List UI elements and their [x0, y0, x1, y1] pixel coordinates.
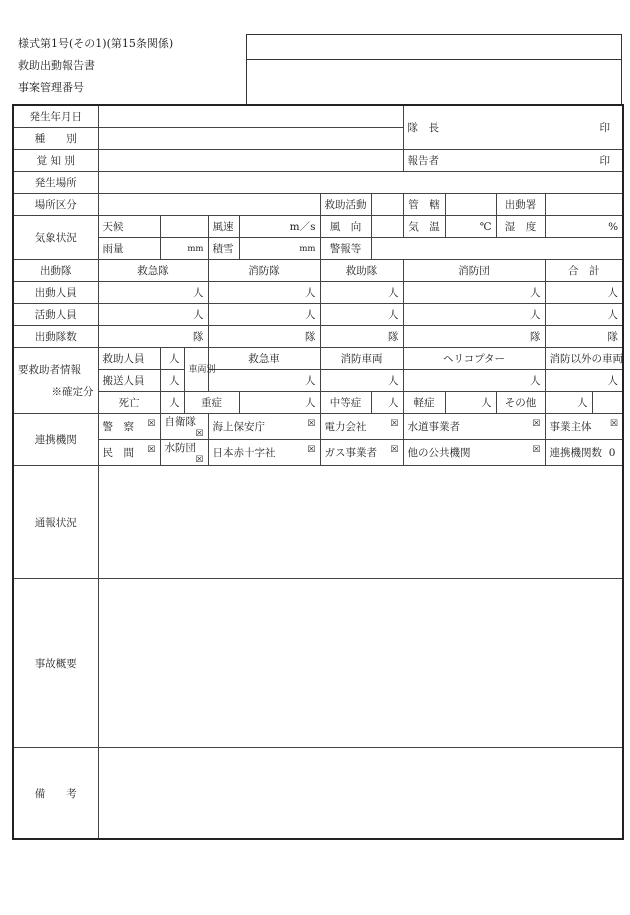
rescue-activity-field[interactable] — [371, 194, 403, 216]
agency-private[interactable] — [98, 440, 160, 466]
agency-label: 自衛隊 — [164, 416, 196, 428]
accident-summary-label: 事故概要 — [13, 579, 98, 748]
checkbox-icon[interactable]: ☒ — [195, 455, 204, 465]
agency-label: 他の公共機関 — [407, 447, 471, 459]
rain-field[interactable]: mm — [160, 238, 208, 260]
checkbox-icon[interactable]: ☒ — [147, 419, 156, 429]
units-row — [13, 282, 623, 304]
agency-operator[interactable] — [545, 414, 623, 440]
agency-public[interactable] — [403, 440, 545, 466]
units-cell[interactable]: 人 — [403, 282, 545, 304]
temperature-label: 気 温 — [403, 216, 445, 238]
other-label: その他 — [496, 392, 545, 414]
agency-label: 警 察 — [102, 421, 134, 433]
agency-label: 海上保安庁 — [212, 421, 265, 433]
awareness-field[interactable] — [98, 150, 403, 172]
units-cell[interactable]: 人 — [208, 282, 320, 304]
checkbox-icon[interactable]: ☒ — [532, 419, 541, 429]
agency-count-label: 連携機関数 — [549, 447, 602, 459]
mild-field[interactable]: 人 — [445, 392, 496, 414]
vehicle-fire-label: 消防車両 — [320, 348, 403, 370]
agency-label: 事業主体 — [549, 421, 592, 433]
units-col-ambulance: 救急隊 — [98, 260, 208, 282]
vehicle-ambulance-field[interactable]: 人 — [208, 370, 320, 392]
wind-speed-field[interactable]: m／s — [239, 216, 320, 238]
type-field[interactable] — [98, 128, 403, 150]
remarks-label: 備 考 — [13, 748, 98, 840]
report-status-label: 通報状況 — [13, 466, 98, 579]
agency-water[interactable] — [403, 414, 545, 440]
vehicle-label: 車両別 — [184, 348, 208, 392]
case-number-field[interactable] — [247, 35, 622, 60]
checkbox-icon[interactable]: ☒ — [532, 445, 541, 455]
units-cell[interactable]: 隊 — [98, 326, 208, 348]
vehicle-heli-label: ヘリコプター — [403, 348, 545, 370]
report-table — [12, 104, 624, 840]
units-cell[interactable]: 人 — [403, 304, 545, 326]
date-label: 発生年月日 — [13, 105, 98, 128]
agencies-section-label: 連携機関 — [13, 414, 98, 466]
agency-power[interactable] — [320, 414, 403, 440]
place-category-label: 場所区分 — [13, 194, 98, 216]
form-number: 様式第1号(その1)(第15条関係) — [18, 37, 174, 50]
captain-seal: 印 — [599, 122, 611, 134]
units-cell[interactable]: 隊 — [208, 326, 320, 348]
checkbox-icon[interactable]: ☒ — [307, 445, 316, 455]
agency-sdf[interactable] — [160, 414, 208, 440]
agency-police[interactable] — [98, 414, 160, 440]
agency-coastguard[interactable] — [208, 414, 320, 440]
captain-label: 隊 長 — [407, 122, 439, 134]
units-cell[interactable]: 隊 — [320, 326, 403, 348]
units-col-fire: 消防隊 — [208, 260, 320, 282]
remarks-field[interactable] — [98, 748, 623, 840]
victims-title: 要救助者情報 — [18, 363, 81, 376]
warning-field[interactable] — [371, 238, 623, 260]
case-number-box — [246, 34, 622, 106]
agency-redcross[interactable] — [208, 440, 320, 466]
agency-gas[interactable] — [320, 440, 403, 466]
units-cell[interactable]: 人 — [545, 282, 623, 304]
dispatch-office-label: 出動署 — [496, 194, 545, 216]
units-col-volunteer: 消防団 — [403, 260, 545, 282]
rescued-field[interactable]: 人 — [160, 348, 184, 370]
checkbox-icon[interactable]: ☒ — [307, 419, 316, 429]
dispatch-office-field[interactable] — [545, 194, 623, 216]
place-label: 発生場所 — [13, 172, 98, 194]
death-label: 死亡 — [98, 392, 160, 414]
vehicle-other-field[interactable]: 人 — [545, 370, 623, 392]
case-number-field-2[interactable] — [247, 60, 622, 106]
accident-summary-field[interactable] — [98, 579, 623, 748]
case-number-label: 事案管理番号 — [18, 81, 84, 94]
units-col-total: 合 計 — [545, 260, 623, 282]
snow-label: 積雪 — [208, 238, 239, 260]
mild-label: 軽症 — [403, 392, 445, 414]
moderate-field[interactable]: 人 — [371, 392, 403, 414]
rescue-activity-label: 救助活動 — [320, 194, 371, 216]
units-row-label: 出動隊数 — [13, 326, 98, 348]
reporter-field[interactable] — [403, 150, 623, 172]
wind-direction-field[interactable] — [371, 216, 403, 238]
checkbox-icon[interactable]: ☒ — [609, 419, 619, 429]
agency-label: 電力会社 — [324, 421, 367, 433]
jurisdiction-field[interactable] — [445, 194, 496, 216]
checkbox-icon[interactable]: ☒ — [390, 445, 399, 455]
units-col-rescue: 救助隊 — [320, 260, 403, 282]
units-cell[interactable]: 隊 — [545, 326, 623, 348]
units-row-label: 出動人員 — [13, 282, 98, 304]
agency-label: 水防団 — [164, 442, 196, 454]
rescued-label: 救助人員 — [98, 348, 160, 370]
place-field[interactable] — [98, 172, 623, 194]
snow-field[interactable]: mm — [239, 238, 320, 260]
units-header-label: 出動隊 — [13, 260, 98, 282]
agency-count-value: 0 — [608, 447, 616, 459]
weather-field[interactable] — [160, 216, 208, 238]
units-row — [13, 326, 623, 348]
type-label: 種 別 — [13, 128, 98, 150]
other-field[interactable]: 人 — [545, 392, 592, 414]
vehicle-fire-field[interactable]: 人 — [320, 370, 403, 392]
weather-label: 天候 — [98, 216, 160, 238]
transported-field[interactable]: 人 — [160, 370, 184, 392]
units-cell[interactable]: 人 — [320, 304, 403, 326]
agency-label: 水道事業者 — [407, 421, 460, 433]
humidity-field[interactable]: % — [545, 216, 623, 238]
awareness-label: 覚 知 別 — [13, 150, 98, 172]
checkbox-icon[interactable]: ☒ — [195, 429, 204, 439]
place-category-field[interactable] — [98, 194, 320, 216]
units-row-label: 活動人員 — [13, 304, 98, 326]
weather-section-label: 気象状況 — [13, 216, 98, 260]
vehicle-heli-field[interactable]: 人 — [403, 370, 545, 392]
checkbox-icon[interactable]: ☒ — [390, 419, 399, 429]
moderate-label: 中等症 — [320, 392, 371, 414]
severe-label: 重症 — [184, 392, 239, 414]
agency-flood[interactable] — [160, 440, 208, 466]
victims-section — [13, 348, 98, 414]
agency-count — [545, 440, 623, 466]
transported-label: 搬送人員 — [98, 370, 160, 392]
units-cell[interactable]: 隊 — [403, 326, 545, 348]
temperature-field[interactable]: ℃ — [445, 216, 496, 238]
agency-label: 民 間 — [102, 447, 134, 459]
victims-note: ※確定分 — [51, 385, 94, 398]
humidity-label: 湿 度 — [496, 216, 545, 238]
warning-label: 警報等 — [320, 238, 371, 260]
units-cell[interactable]: 人 — [545, 304, 623, 326]
jurisdiction-label: 管 轄 — [403, 194, 445, 216]
units-row — [13, 304, 623, 326]
units-cell[interactable]: 人 — [98, 282, 208, 304]
death-field[interactable]: 人 — [160, 392, 184, 414]
date-field[interactable] — [98, 105, 403, 128]
vehicle-other-label: 消防以外の車両 — [545, 348, 623, 370]
severe-field[interactable]: 人 — [239, 392, 320, 414]
reporter-seal: 印 — [599, 155, 611, 167]
form-title: 救助出動報告書 — [18, 59, 95, 72]
wind-speed-label: 風速 — [208, 216, 239, 238]
agency-label: ガス事業者 — [324, 447, 377, 459]
report-status-field[interactable] — [98, 466, 623, 579]
captain-field[interactable] — [403, 105, 623, 150]
units-cell[interactable]: 人 — [320, 282, 403, 304]
agency-label: 日本赤十字社 — [212, 447, 276, 459]
rain-label: 雨量 — [98, 238, 160, 260]
units-cell[interactable]: 人 — [98, 304, 208, 326]
vehicle-ambulance-label: 救急車 — [208, 348, 320, 370]
checkbox-icon[interactable]: ☒ — [147, 445, 156, 455]
units-cell[interactable]: 人 — [208, 304, 320, 326]
reporter-label: 報告者 — [407, 155, 439, 167]
wind-direction-label: 風 向 — [320, 216, 371, 238]
